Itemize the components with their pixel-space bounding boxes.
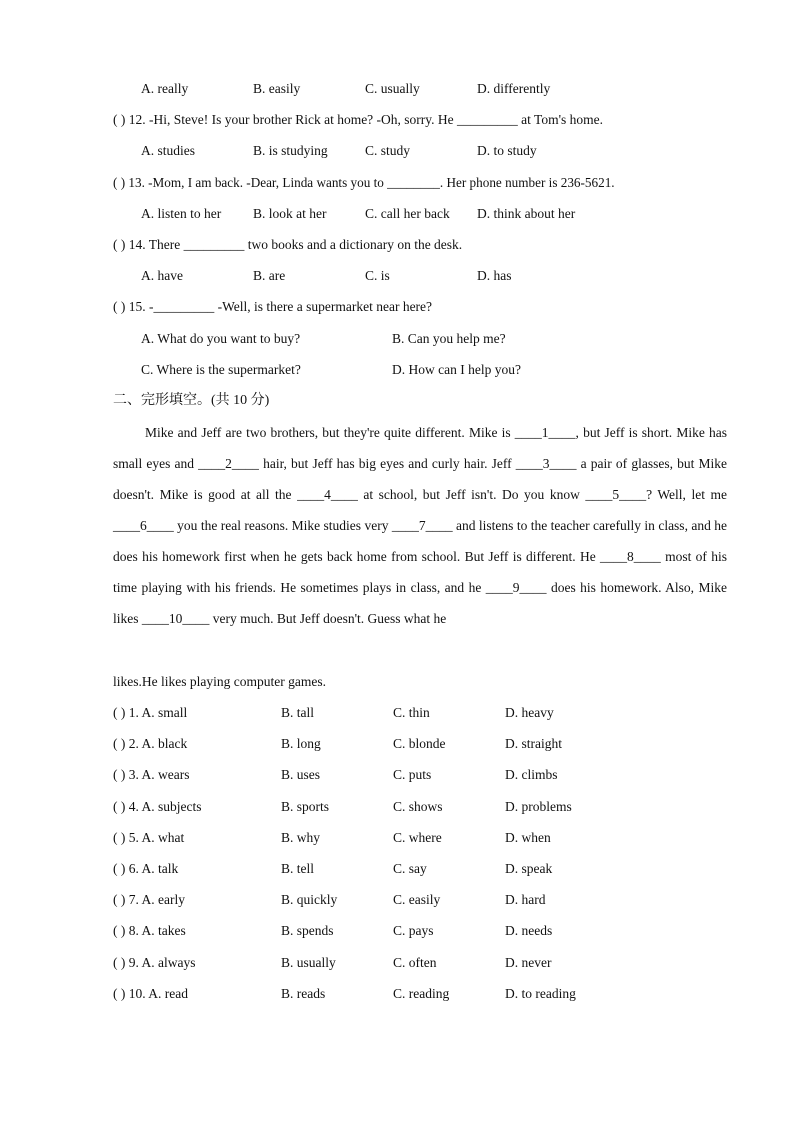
q12-stem-row bbox=[0, 110, 794, 130]
q15-option-b: B. Can you help me? bbox=[392, 331, 506, 346]
cloze-option-c: C. easily bbox=[393, 892, 441, 907]
cloze-option-d: D. when bbox=[505, 830, 551, 845]
q14-options bbox=[0, 266, 794, 286]
cloze-question-row bbox=[0, 890, 794, 910]
cloze-option-b: B. tell bbox=[281, 861, 314, 876]
cloze-question-stem: ( ) 2. A. black bbox=[113, 736, 188, 751]
q14-option-c: C. is bbox=[365, 268, 390, 283]
cloze-option-b: B. tall bbox=[281, 705, 314, 720]
cloze-question-stem: ( ) 8. A. takes bbox=[113, 923, 186, 938]
cloze-question-stem: ( ) 5. A. what bbox=[113, 830, 185, 845]
cloze-question-stem: ( ) 3. A. wears bbox=[113, 767, 190, 782]
cloze-passage-last-row bbox=[0, 672, 794, 692]
q11-option-c: C. usually bbox=[365, 81, 420, 96]
cloze-passage bbox=[113, 417, 727, 634]
cloze-question-stem: ( ) 7. A. early bbox=[113, 892, 185, 907]
q13-option-d: D. think about her bbox=[477, 206, 576, 221]
q13-stem: ( ) 13. -Mom, I am back. -Dear, Linda wants you to ________. Her phone number is 236-5621. bbox=[113, 175, 615, 190]
q12-option-b: B. is studying bbox=[253, 143, 328, 158]
q15-stem: ( ) 15. -_________ -Well, is there a supermarket near here? bbox=[113, 299, 433, 314]
cloze-question-stem: ( ) 1. A. small bbox=[113, 705, 188, 720]
cloze-option-d: D. climbs bbox=[505, 767, 558, 782]
cloze-question-row bbox=[0, 984, 794, 1004]
cloze-option-b: B. sports bbox=[281, 799, 330, 814]
cloze-option-c: C. pays bbox=[393, 923, 434, 938]
cloze-option-d: D. problems bbox=[505, 799, 572, 814]
cloze-option-d: D. to reading bbox=[505, 986, 576, 1001]
cloze-option-d: D. never bbox=[505, 955, 552, 970]
cloze-question-row bbox=[0, 921, 794, 941]
q12-option-c: C. study bbox=[365, 143, 411, 158]
cloze-question-stem: ( ) 4. A. subjects bbox=[113, 799, 202, 814]
q13-option-c: C. call her back bbox=[365, 206, 450, 221]
cloze-option-c: C. where bbox=[393, 830, 442, 845]
cloze-option-b: B. long bbox=[281, 736, 321, 751]
q14-stem-row bbox=[0, 235, 794, 255]
cloze-question-stem: ( ) 10. A. read bbox=[113, 986, 188, 1001]
cloze-question-row bbox=[0, 953, 794, 973]
cloze-section-title-row bbox=[0, 391, 794, 411]
cloze-passage-last: likes.He likes playing computer games. bbox=[113, 674, 326, 689]
q14-option-b: B. are bbox=[253, 268, 286, 283]
q13-option-b: B. look at her bbox=[253, 206, 327, 221]
q15-options-row2 bbox=[0, 360, 794, 380]
cloze-passage-text: Mike and Jeff are two brothers, but they're quite different. Mike is ____1____, but Jeff is short. Mike has small eyes and ____2____ hair, but Jeff has big eyes and curly hair. Jeff ____3____ a pair of glasses, but Mike doesn't. Mike is good at all the ____4____ at school, but Jeff isn't. Do you know ____5____? Well, let me ____6____ you the real reasons. Mike studies very ____7____ and listens to the teacher carefully in class, and he does his homework first when he gets back home from school. But Jeff is different. He ____8____ most of his time playing with his friends. He sometimes plays in class, and he ____9____ does his homework. Also, Mike likes ____10____ very much. But Jeff doesn't. Guess what he bbox=[113, 425, 727, 626]
cloze-option-d: D. hard bbox=[505, 892, 546, 907]
cloze-question-row bbox=[0, 703, 794, 723]
cloze-option-c: C. often bbox=[393, 955, 437, 970]
q12-stem: ( ) 12. -Hi, Steve! Is your brother Rick at home? -Oh, sorry. He _________ at Tom's home. bbox=[113, 112, 604, 127]
cloze-option-b: B. reads bbox=[281, 986, 326, 1001]
cloze-question-row bbox=[0, 859, 794, 879]
q15-option-a: A. What do you want to buy? bbox=[141, 331, 301, 346]
cloze-option-c: C. blonde bbox=[393, 736, 446, 751]
cloze-option-b: B. uses bbox=[281, 767, 321, 782]
q13-stem-row bbox=[0, 173, 794, 193]
q11-options bbox=[0, 79, 794, 99]
q15-options-row1 bbox=[0, 329, 794, 349]
cloze-option-c: C. puts bbox=[393, 767, 432, 782]
cloze-option-b: B. usually bbox=[281, 955, 336, 970]
cloze-option-d: D. heavy bbox=[505, 705, 554, 720]
q11-option-d: D. differently bbox=[477, 81, 551, 96]
cloze-option-d: D. needs bbox=[505, 923, 553, 938]
q15-option-c: C. Where is the supermarket? bbox=[141, 362, 301, 377]
q13-options bbox=[0, 204, 794, 224]
cloze-question-row bbox=[0, 828, 794, 848]
cloze-option-b: B. spends bbox=[281, 923, 334, 938]
q14-stem: ( ) 14. There _________ two books and a dictionary on the desk. bbox=[113, 237, 463, 252]
cloze-question-row bbox=[0, 765, 794, 785]
cloze-option-b: B. why bbox=[281, 830, 321, 845]
cloze-option-c: C. say bbox=[393, 861, 427, 876]
q12-options bbox=[0, 141, 794, 161]
cloze-question-stem: ( ) 9. A. always bbox=[113, 955, 196, 970]
cloze-option-c: C. shows bbox=[393, 799, 443, 814]
cloze-option-d: D. straight bbox=[505, 736, 562, 751]
cloze-question-row bbox=[0, 734, 794, 754]
cloze-option-b: B. quickly bbox=[281, 892, 338, 907]
q15-stem-row bbox=[0, 297, 794, 317]
q13-option-a: A. listen to her bbox=[141, 206, 222, 221]
cloze-question-stem: ( ) 6. A. talk bbox=[113, 861, 179, 876]
q15-option-d: D. How can I help you? bbox=[392, 362, 521, 377]
cloze-option-c: C. reading bbox=[393, 986, 450, 1001]
q14-option-a: A. have bbox=[141, 268, 183, 283]
q12-option-a: A. studies bbox=[141, 143, 195, 158]
q11-option-a: A. really bbox=[141, 81, 189, 96]
q14-option-d: D. has bbox=[477, 268, 512, 283]
cloze-option-d: D. speak bbox=[505, 861, 553, 876]
cloze-section-title: 二、完形填空。(共 10 分) bbox=[113, 393, 270, 408]
q11-option-b: B. easily bbox=[253, 81, 301, 96]
cloze-option-c: C. thin bbox=[393, 705, 430, 720]
cloze-question-row bbox=[0, 797, 794, 817]
q12-option-d: D. to study bbox=[477, 143, 537, 158]
